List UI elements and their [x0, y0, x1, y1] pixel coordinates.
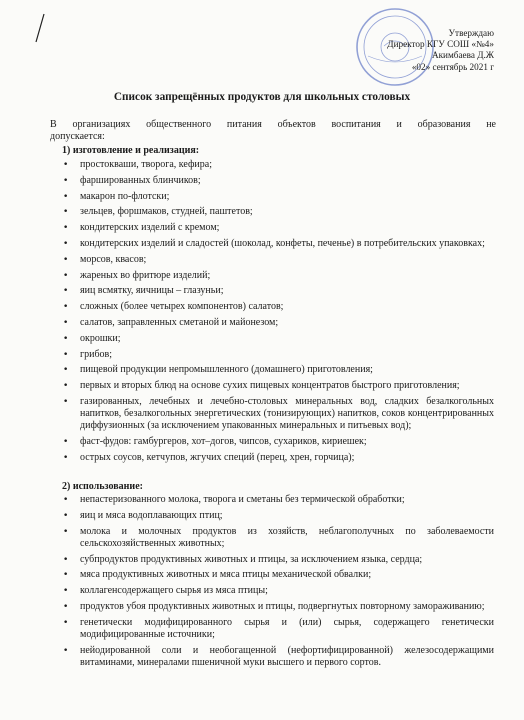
list-item: • сложных (более четырех компонентов) салатов;: [62, 301, 494, 313]
approval-block: [387, 28, 494, 73]
list-item: • окрошки;: [62, 333, 494, 345]
list-item: • макарон по-флотски;: [62, 191, 494, 203]
approval-heading: Утверждаю: [448, 28, 494, 38]
list-item: • острых соусов, кетчупов, жгучих специй (перец, хрен, горчица);: [62, 452, 494, 464]
list-item: • генетически модифицированного сырья и (или) сырья, содержащего генетически модифицированные источники;: [62, 617, 494, 641]
list-item: • пищевой продукции непромышленного (домашнего) приготовления;: [62, 364, 494, 376]
list-item: • кондитерских изделий с кремом;: [62, 222, 494, 234]
list-item: • молока и молочных продуктов из хозяйств, неблагополучных по заболеваемости сельскохозяйственных животных;: [62, 526, 494, 550]
section-2-list: [62, 494, 494, 673]
pen-mark: [33, 12, 47, 44]
list-item: • фаст-фудов: гамбургеров, хот–догов, чипсов, сухариков, кириешек;: [62, 436, 494, 448]
list-item: • салатов, заправленных сметаной и майонезом;: [62, 317, 494, 329]
list-item: • газированных, лечебных и лечебно-столовых минеральных вод, сладких безалкогольных напитков, безалкогольных энергетических (тонизирующих) напитков, соков концентрированных диффузионных (за исключением упакованных минеральных и питьевых вод);: [62, 396, 494, 433]
list-item: • нейодированной соли и необогащенной (нефортифицированной) железосодержащими витаминами, минералами пшеничной муки высшего и первого сортов.: [62, 645, 494, 669]
intro-line-1: В организациях общественного питания объектов воспитания и образования не: [50, 119, 496, 130]
approval-signatory: Акимбаева Д.Ж: [431, 50, 494, 61]
approval-position: Директор КГУ СОШ «№4»: [387, 39, 494, 50]
list-item: • первых и вторых блюд на основе сухих пищевых концентратов быстрого приготовления;: [62, 380, 494, 392]
list-item: • простокваши, творога, кефира;: [62, 159, 494, 171]
list-item: • морсов, квасов;: [62, 254, 494, 266]
list-item: • жареных во фритюре изделий;: [62, 270, 494, 282]
intro-line-2: допускается:: [50, 131, 105, 143]
list-item: • яиц и мяса водоплавающих птиц;: [62, 510, 494, 522]
list-item: • непастеризованного молока, творога и сметаны без термической обработки;: [62, 494, 494, 506]
list-item: • продуктов убоя продуктивных животных и птицы, подвергнутых повторному замораживанию;: [62, 601, 494, 613]
list-item: • коллагенсодержащего сырья из мяса птицы;: [62, 585, 494, 597]
document-title: Список запрещённых продуктов для школьных столовых: [113, 91, 411, 103]
list-item: • мяса продуктивных животных и мяса птицы механической обвалки;: [62, 569, 494, 581]
list-item: • субпродуктов продуктивных животных и птицы, за исключением языка, сердца;: [62, 554, 494, 566]
list-item: • кондитерских изделий и сладостей (шоколад, конфеты, печенье) в потребительских упаковках;: [62, 238, 494, 250]
section-2-heading: 2) использование:: [62, 481, 143, 492]
list-item: • фаршированных блинчиков;: [62, 175, 494, 187]
list-item: • яиц всмятку, яичницы – глазуньи;: [62, 285, 494, 297]
intro-paragraph: [50, 119, 496, 143]
approval-date: «02» сентябрь 2021 г: [411, 61, 494, 72]
section-1-heading: 1) изготовление и реализация:: [62, 145, 200, 156]
list-item: • зельцев, форшмаков, студней, паштетов;: [62, 206, 494, 218]
list-item: • грибов;: [62, 349, 494, 361]
section-1-list: [62, 159, 494, 468]
